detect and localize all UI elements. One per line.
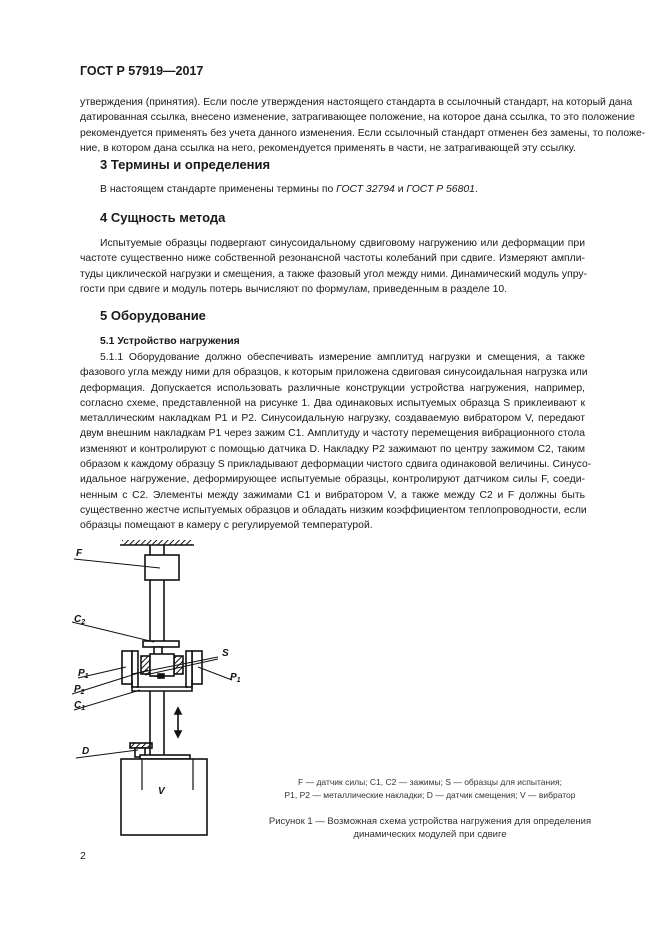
text-line: металлическим накладкам P1 и P2. Синусоидальную нагрузку, создаваемую вибратором V, передают [80, 413, 585, 425]
text-line: частоте существенно ниже собственной резонансной частоты колебаний при сдвиге. Измеряют ампли- [80, 253, 585, 265]
clamp-c1 [132, 680, 192, 691]
section-5-1-1-paragraph [80, 350, 592, 534]
text-line: 5.1.1 Оборудование должно обеспечивать измерение амплитуд нагрузки и смещения, а также [100, 352, 585, 363]
legend-line: F — датчик силы; C1, C2 — зажимы; S — образцы для испытания; [298, 777, 562, 787]
figure-caption [240, 815, 620, 841]
text: . [474, 184, 478, 195]
label-p1-left: $P_1$ [78, 668, 89, 680]
text-line: ние, в котором дана ссылка на него, рекомендуется применять в части, не затрагивающей эту ссылку. [80, 142, 576, 154]
text-line: существенно жестче испытуемых образцов и обладать низким коэффициентом теплопроводности, если [80, 504, 587, 516]
reference-gost-32794: ГОСТ 32794 [336, 184, 395, 195]
label-f: F [76, 548, 83, 559]
label-p1-right: $P_1$ [230, 672, 241, 684]
figure-legend [240, 776, 620, 802]
vibrator-v [121, 759, 207, 835]
text: В настоящем стандарте применены термины по [100, 184, 337, 195]
subsection-5-1-title: 5.1 Устройство нагружения [100, 336, 240, 347]
section-3-title: 3 Термины и определения [100, 157, 271, 172]
label-v: V [158, 786, 165, 797]
label-p2: $P_2$ [74, 684, 85, 696]
label-c1: $C_1$ [74, 700, 86, 712]
text-line: идальное нагружение, деформирующее испытуемые образцы, контролируют датчиком силы F, соеди- [80, 474, 585, 486]
text-line: двум внешним накладкам P1 через зажим C1. Амплитуду и частоту перемещения вибрационного стола [80, 428, 585, 440]
document-id-header: ГОСТ Р 57919—2017 [80, 64, 204, 78]
text-line: Испытуемые образцы подвергают синусоидальному сдвиговому нагружению или деформации при [100, 238, 585, 249]
text-line: утверждения (принятия). Если после утверждения настоящего стандарта в ссылочный стандарт, на который дана [80, 97, 633, 108]
text-line: образцы помещают в камеру с регулируемой температурой. [80, 520, 373, 532]
text-line: рекомендуется применять без учета данного изменения. Если ссылочный стандарт отменен без замены, то положе- [80, 127, 646, 139]
label-d: D [82, 746, 90, 757]
page-number: 2 [80, 850, 86, 862]
text-line: изменяют и контролируют с помощью датчика D. Накладку P2 зажимают по центру зажимом C2, таким [80, 443, 585, 455]
loading-device-diagram [70, 530, 250, 845]
text-line: фазового угла между ними для образцов, к которым приложена сдвиговая синусоидальная нагрузка или [80, 367, 588, 379]
text-line: деформация. Допускается использовать различные конструкции устройства нагружения, например, [80, 382, 585, 394]
text: и [394, 184, 407, 195]
text-line: гости при сдвиге и модуль потерь вычисляют по формулам, приведенным в разделе 10. [80, 283, 508, 295]
text-line: ненным с C2. Элементы между зажимами C1 и вибратором V, а также между C2 и F должны быть [80, 489, 585, 501]
text-line: туды циклической нагрузки и смещения, а также фазовый угол между ними. Динамический модуль упру- [80, 268, 588, 280]
section-3-text [100, 182, 478, 197]
text-line: образом к каждому образцу S прикладывают деформации чистого сдвига одинаковой величины. Синусо- [80, 459, 592, 471]
clamp-c2 [143, 641, 179, 647]
section-5-title: 5 Оборудование [100, 308, 206, 323]
legend-line: P1, P2 — металлические накладки; D — датчик смещения; V — вибратор [284, 790, 576, 800]
section-4-title: 4 Сущность метода [100, 210, 226, 225]
caption-line: Рисунок 1 — Возможная схема устройства нагружения для определения [268, 816, 592, 827]
label-c2: $C_2$ [74, 614, 86, 626]
section-4-paragraph [80, 236, 588, 297]
intro-paragraph [80, 95, 646, 156]
text-line: согласно схеме, представленной на рисунке 1. Два одинаковых испытуемых образца S приклеивают к [80, 397, 585, 409]
caption-line: динамических модулей при сдвиге [353, 829, 507, 840]
label-s: S [222, 648, 229, 659]
reference-gost-r-56801: ГОСТ Р 56801 [406, 184, 475, 195]
force-sensor-f [145, 555, 179, 580]
text-line: датированная ссылка, внесено изменение, затрагивающее положение, на которое дана ссылка, то это положение [80, 112, 635, 124]
